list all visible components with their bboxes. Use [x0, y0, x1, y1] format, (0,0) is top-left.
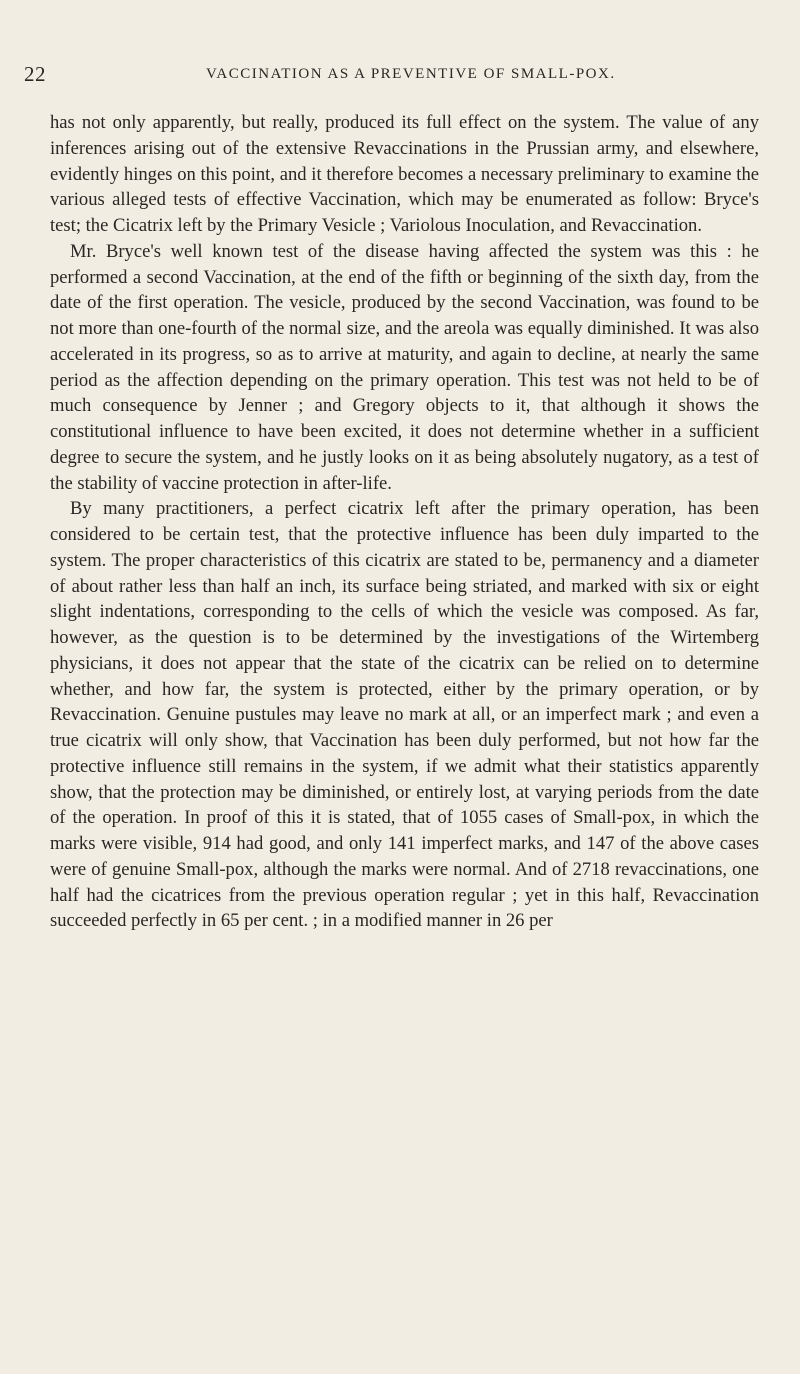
paragraph: By many practitioners, a perfect cicatrix left after the primary operation, has been considered to be certain test, that the protective influence has been duly imparted to the system. The proper characteristics of this cicatrix are stated to be, permanency and a diameter of about rather less than half an inch, its surface being striated, and marked with six or eight slight indentations, corresponding to the cells of which the vesicle was composed. As far, however, as the question is to be determined by the investigations of the Wirtemberg physicians, it does not appear that the state of the cicatrix can be relied on to determine whether, and how far, the system is protected, either by the primary operation, or by Revaccination. Genuine pustules may leave no mark at all, or an imperfect mark ; and even a true cicatrix will only show, that Vaccination has been duly performed, but not how far the protective influence still remains in the system, if we admit what their statistics apparently show, that the protection may be diminished, or entirely lost, at varying periods from the date of the operation. In proof of this it is stated, that of 1055 cases of Small-pox, in which the marks were visible, 914 had good, and only 141 imperfect marks, and 147 of the above cases were of genuine Small-pox, although the marks were normal. And of 2718 revaccinations, one half had the cicatrices from the previous operation regular ; yet in this half, Revaccination succeeded perfectly in 65 per cent. ; in a modified manner in 26 per [50, 498, 759, 932]
paragraph: has not only apparently, but really, produced its full effect on the system. The value of any inferences arising out of the extensive Revaccinations in the Prussian army, and elsewhere, evidently hinges on this point, and it therefore becomes a necessary preliminary to examine the various alleged tests of effective Vaccination, which may be enumerated as follow: Bryce's test; the Cicatrix left by the Primary Vesicle ; Variolous Inoculation, and Revaccination. [50, 112, 759, 236]
running-head [24, 62, 614, 86]
body-text [50, 110, 759, 934]
running-title: VACCINATION AS A PREVENTIVE OF SMALL-POX. [206, 66, 616, 82]
page-number: 22 [24, 62, 46, 86]
paragraph: Mr. Bryce's well known test of the disease having affected the system was this : he performed a second Vaccination, at the end of the fifth or beginning of the sixth day, from the date of the first operation. The vesicle, produced by the second Vaccination, was found to be not more than one-fourth of the normal size, and the areola was equally diminished. It was also accelerated in its progress, so as to arrive at maturity, and again to decline, at nearly the same period as the affection depending on the primary operation. This test was not held to be of much consequence by Jenner ; and Gregory objects to it, that although it shows the constitutional influence to have been excited, it does not determine whether in a sufficient degree to secure the system, and he justly looks on it as being absolutely nugatory, as a test of the stability of vaccine protection in after-life. [50, 240, 759, 494]
